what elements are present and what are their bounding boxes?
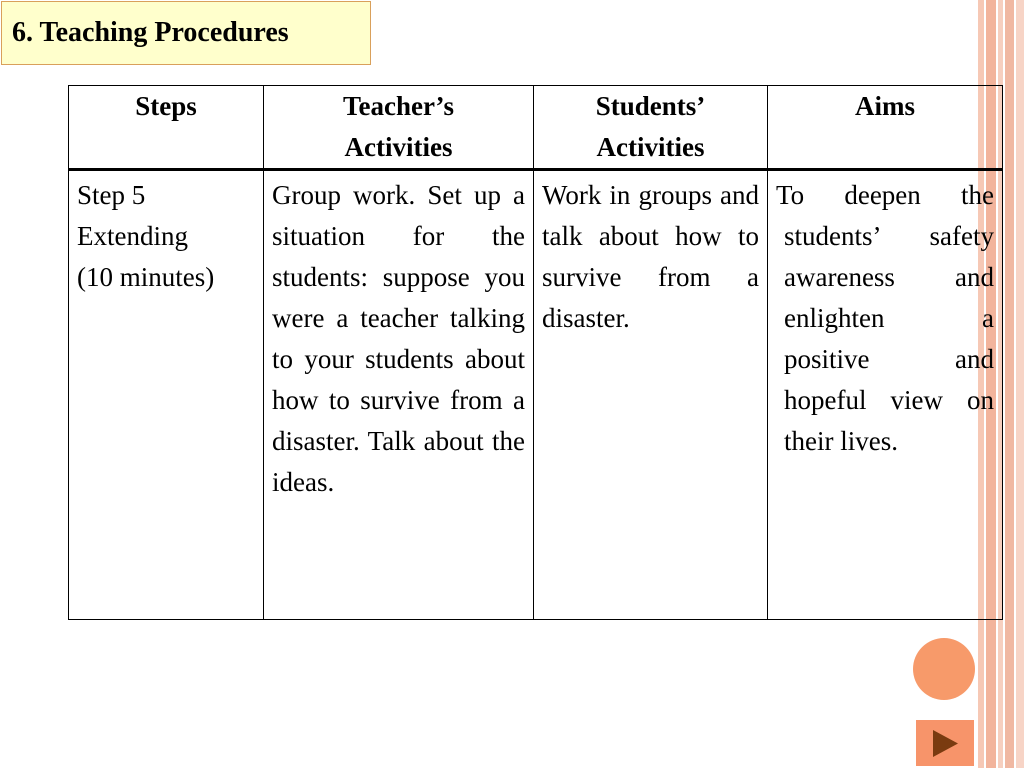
header-teacher-line2: Activities xyxy=(344,132,453,162)
header-students-line2: Activities xyxy=(596,132,705,162)
cell-students-activities xyxy=(534,170,768,620)
decor-stripe xyxy=(1016,0,1024,768)
header-students-line1: Students’ xyxy=(595,91,706,121)
aims-text-rest: students’ safety awareness and enlighten a positive and hopeful view on their lives. xyxy=(784,221,994,456)
cell-steps xyxy=(69,170,264,620)
step-number: Step 5 xyxy=(77,180,146,210)
slide-title-text: 6. Teaching Procedures xyxy=(12,17,289,48)
step-duration: (10 minutes) xyxy=(77,262,215,292)
circle-button-icon[interactable] xyxy=(913,638,975,700)
header-aims xyxy=(768,86,1003,170)
cell-aims xyxy=(768,170,1003,620)
teacher-activities-text: Group work. Set up a situation for the students: suppose you were a teacher talking to your students about how to survive from a disaster. Talk about the ideas. xyxy=(272,180,525,497)
header-teacher-line1: Teacher’s xyxy=(343,91,454,121)
procedures-table xyxy=(68,85,1003,620)
students-activities-text: Work in groups and talk about how to survive from a disaster. xyxy=(542,180,759,333)
header-steps xyxy=(69,86,264,170)
table-row xyxy=(69,170,1003,620)
next-slide-button[interactable] xyxy=(914,718,976,768)
cell-teacher-activities xyxy=(264,170,534,620)
slide-title xyxy=(1,1,371,65)
header-steps-label: Steps xyxy=(135,91,197,121)
step-name: Extending xyxy=(77,221,188,251)
header-teacher-activities xyxy=(264,86,534,170)
aims-text-first-line: To deepen the xyxy=(776,180,994,210)
table-header-row xyxy=(69,86,1003,170)
decor-stripe xyxy=(1005,0,1014,768)
play-arrow-icon xyxy=(916,720,974,766)
header-students-activities xyxy=(534,86,768,170)
header-aims-label: Aims xyxy=(855,91,915,121)
